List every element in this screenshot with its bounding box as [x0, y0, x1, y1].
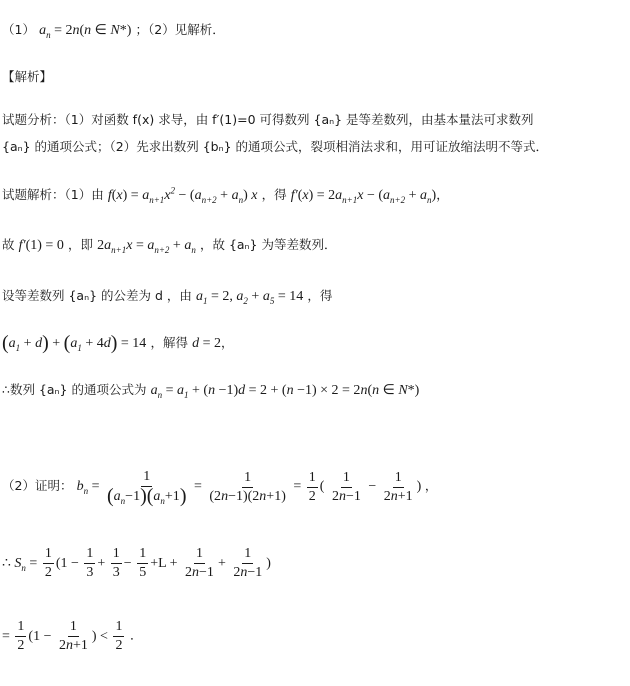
hence-tail: ，故 {aₙ} 为等差数列． — [199, 237, 337, 252]
solution-lead: 试题解析：（1）由 — [2, 187, 104, 202]
d-value: d = 2 — [192, 336, 222, 351]
solution-line-4: $(a_1 + d) + (a_1 + 4d) = 14$ ，解得 d = 2， — [2, 332, 234, 354]
solution-line-5 — [2, 380, 419, 401]
proof-line-1 — [2, 468, 437, 506]
proof-comma: ， — [424, 478, 438, 494]
solution-line-3 — [2, 286, 332, 307]
answer-rest: （2）见解析． — [148, 22, 225, 37]
solution-line-1: 试题解析：（1）由 $f(x) = a_{n+1}x^2 - (a_{n+2} + a_n)$ x ，得 $f'(x) = 2a_{n+1}x - (a_{n+2} + a_n)$， — [2, 185, 449, 205]
equation: $(a_1 + d) + (a_1 + 4d) = 14$ — [2, 332, 147, 354]
general-term: $a_n = a_1 + (n -1)d = 2 + (n -1) \times 2 = 2n(n$ ∈ N*) — [150, 383, 420, 400]
solve-label: ，解得 — [150, 335, 188, 350]
hence-mid: ，即 — [67, 237, 93, 252]
proof-line-3: = $\frac{1}{2}$ (1 − $\frac{1}{2n+1}$ ) < $\frac{1}{2}$ ． — [2, 619, 143, 653]
relation: $2a_{n+1}x = a_{n+2} + a_n$ — [97, 238, 196, 255]
function-definition: $f(x) = a_{n+1}x^2 - (a_{n+2} + a_n)$ x — [107, 185, 258, 205]
hence-label: 故 — [2, 237, 15, 252]
therefore-label: ∴数列 {aₙ} 的通项公式为 — [2, 382, 147, 397]
analysis-line-1: 试题分析：（1）对函数 f(x) 求导，由 f′(1)=0 可得数列 {aₙ} 是等差数列，由基本量法可求数列 — [2, 112, 534, 127]
answer-formula: $a_n = 2n(n$ ∈ N*) — [39, 23, 132, 40]
set-label: 设等差数列 {aₙ} 的公差为 d ，由 — [2, 288, 192, 303]
answer-line: （1） $a_n = 2n(n$ ∈ N*) ；（2）见解析． — [2, 22, 225, 40]
set-tail: ，得 — [307, 288, 333, 303]
deriv-zero: f′(1) = 0 — [18, 238, 64, 253]
solution-line-2 — [2, 235, 336, 256]
analysis-line-2: {aₙ} 的通项公式；（2）先求出数列 {bₙ} 的通项公式，裂项相消法求和，用可证放缩法明不等式． — [2, 139, 548, 154]
derivative-formula: $f'(x) = 2a_{n+1}x - (a_{n+2} + a_n)$ — [290, 188, 437, 205]
proof-lead: （2）证明： — [2, 478, 73, 494]
inequality: = $\frac{1}{2}$ (1 − $\frac{1}{2n+1}$ ) < $\frac{1}{2}$ — [2, 619, 123, 653]
proof-line-2 — [2, 545, 271, 582]
bn-formula: $b_n$ = $\frac{1}{(a_n-1)(a_n+1)}$ = $\frac{1}{(2n-1)(2n+1)}$ = $\frac{1}{2}$ ( $\frac{1}{2n-1}$ − $\frac{1}{2n+1}$ ) — [76, 469, 422, 507]
sum-formula: ∴ $S_n$ = $\frac{1}{2}$ (1 − $\frac{1}{3}$ + $\frac{1}{3}$ − $\frac{1}{5}$ +L + $\frac{1}{2n-1}$ + $\frac{1}{2n-1}$ ) — [2, 546, 271, 580]
given-values: $a_1 = 2$, $a_2 + a_5 = 14$ — [196, 289, 304, 306]
answer-prefix: （1） — [2, 22, 35, 37]
section-title: 【解析】 — [2, 69, 53, 84]
deriv-lead: ，得 — [261, 187, 287, 202]
